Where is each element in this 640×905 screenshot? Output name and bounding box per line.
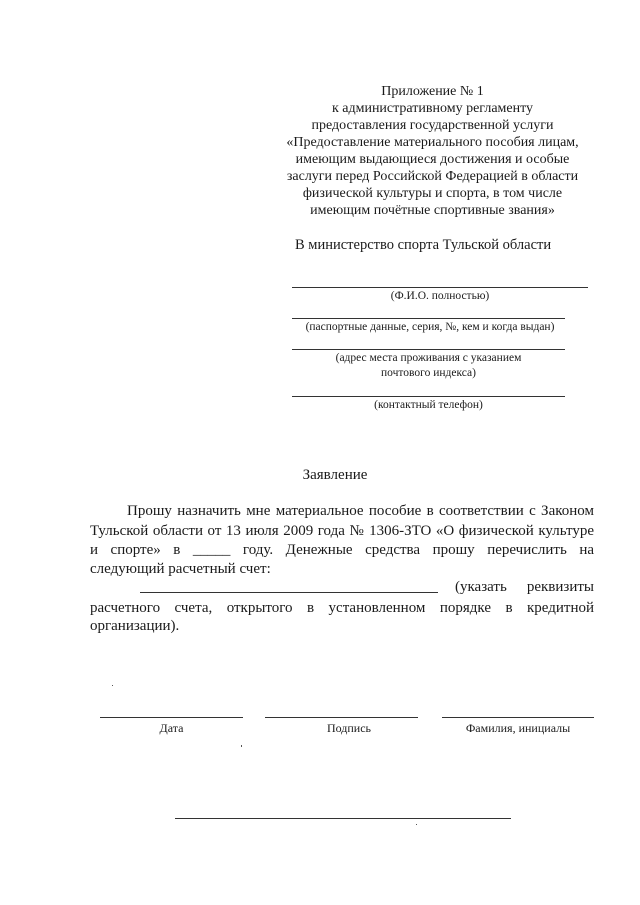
signature-line[interactable] (265, 717, 418, 718)
body-line-5-tail: (указать реквизиты (455, 579, 594, 595)
body-line-4: следующий расчетный счет: (90, 561, 271, 577)
addressee: В министерство спорта Тульской области (295, 237, 552, 253)
annex-line: предоставления государственной услуги (311, 118, 554, 133)
address-caption-2: почтового индекса) (381, 367, 476, 379)
annex-line: Приложение № 1 (381, 84, 484, 99)
annex-line: заслуги перед Российской Федерацией в области (286, 169, 579, 184)
year-blank[interactable]: _____ (192, 542, 231, 558)
address-line[interactable] (292, 349, 565, 350)
body-line-3 (90, 541, 594, 559)
passport-caption: (паспортные данные, серия, №, кем и когда выдан) (305, 321, 555, 333)
scan-speck (416, 824, 417, 825)
annex-line: к административному регламенту (331, 101, 534, 116)
phone-caption: (контактный телефон) (374, 399, 483, 411)
address-caption-1: (адрес места проживания с указанием (335, 352, 522, 364)
body-line-1: Прошу назначить мне материальное пособие в соответствии с Законом (127, 503, 594, 519)
signature-label: Подпись (326, 721, 372, 735)
annex-line: имеющим выдающиеся достижения и особые (295, 152, 570, 167)
scan-speck (241, 745, 242, 747)
fio-line[interactable] (292, 287, 588, 288)
fio-caption: (Ф.И.О. полностью) (390, 290, 490, 302)
bottom-divider (175, 818, 511, 819)
annex-line: физической культуры и спорта, в том числе (302, 186, 563, 201)
annex-line: имеющим почётные спортивные звания» (310, 203, 555, 218)
body-line-7: организации). (90, 618, 180, 634)
name-line[interactable] (442, 717, 594, 718)
annex-line: «Предоставление материального пособия лицам, (286, 135, 579, 150)
annex-header (250, 83, 615, 219)
account-line[interactable] (140, 592, 438, 593)
body-text: году. Денежные средства прошу перечислить на (242, 542, 595, 558)
phone-line[interactable] (292, 396, 565, 397)
date-line[interactable] (100, 717, 243, 718)
body-line-2: Тульской области от 13 июля 2009 года № 1306-ЗТО «О физической культуре (90, 523, 594, 539)
date-label: Дата (159, 721, 184, 735)
body-line-6: расчетного счета, открытого в установленном порядке в кредитной (90, 600, 594, 616)
statement-title: Заявление (302, 467, 368, 483)
name-label: Фамилия, инициалы (465, 721, 571, 735)
passport-line[interactable] (292, 318, 565, 319)
scan-speck (112, 685, 113, 686)
body-text: и спорте» в (90, 542, 181, 558)
